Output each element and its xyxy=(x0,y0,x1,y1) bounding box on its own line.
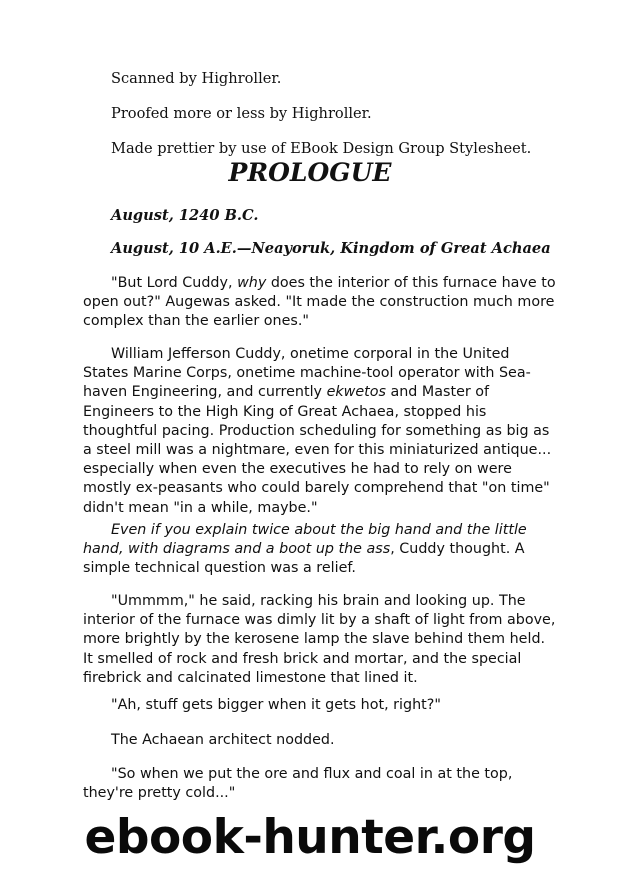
proof-credit: Proofed more or less by Highroller. xyxy=(111,105,372,122)
paragraph-6: The Achaean architect nodded. xyxy=(111,732,335,748)
paragraph-7: "So when we put the ore and flux and coal in at the top, they're pretty cold..." xyxy=(83,766,513,802)
watermark: ebook-hunter.org xyxy=(84,810,536,865)
paragraph-3 xyxy=(83,521,558,579)
paragraph-5: "Ah, stuff gets bigger when it gets hot, right?" xyxy=(111,697,441,713)
paragraph-1 xyxy=(83,274,558,332)
paragraph-4: "Ummmm," he said, racking his brain and looking up. The interior of the furnace was dimly lit by a shaft of light from above, more brightly by the kerosene lamp the slave behind them held. It smelled of rock and fresh brick and mortar, and the special firebrick and calcinated limestone that lined it. xyxy=(83,593,556,686)
chapter-heading: PROLOGUE xyxy=(228,158,392,187)
paragraph-3-text: , Cuddy thought. A simple technical question was a relief. xyxy=(83,541,525,577)
scan-credit: Scanned by Highroller. xyxy=(111,70,282,87)
date-line-1: August, 1240 B.C. xyxy=(111,207,259,224)
paragraph-1-text-a: "But Lord Cuddy, xyxy=(111,275,238,291)
paragraph-2-text-a: William Jefferson Cuddy, onetime corporal in the United States Marine Corps, onetime machine-tool operator with Sea-haven Engineering, and currently xyxy=(83,346,531,401)
paragraph-2 xyxy=(83,345,558,518)
paragraph-1-emphasis: why xyxy=(237,275,267,291)
paragraph-3-emphasis: Even if you explain twice about the big hand and the little hand, with diagrams and a boot up the ass xyxy=(83,522,527,558)
paragraph-2-emphasis: ekwetos xyxy=(326,384,386,401)
date-line-2: August, 10 A.E.—Neayoruk, Kingdom of Great Achaea xyxy=(111,240,551,257)
paragraph-2-text-b: and Master of Engineers to the High King of Great Achaea, stopped his thoughtful pacing. Production scheduling for something as big as a steel mill was a nightmare, even for this miniaturized antique... especially when even the executives he had to rely on were mostly ex-peasants who could barely comprehend that "on time" didn't mean "in a while, maybe." xyxy=(83,384,552,516)
paragraph-1-text-b: does the interior of this furnace have to open out?" Augewas asked. "It made the construction much more complex than the earlier ones." xyxy=(83,275,556,330)
stylesheet-credit: Made prettier by use of EBook Design Group Stylesheet. xyxy=(111,140,532,157)
